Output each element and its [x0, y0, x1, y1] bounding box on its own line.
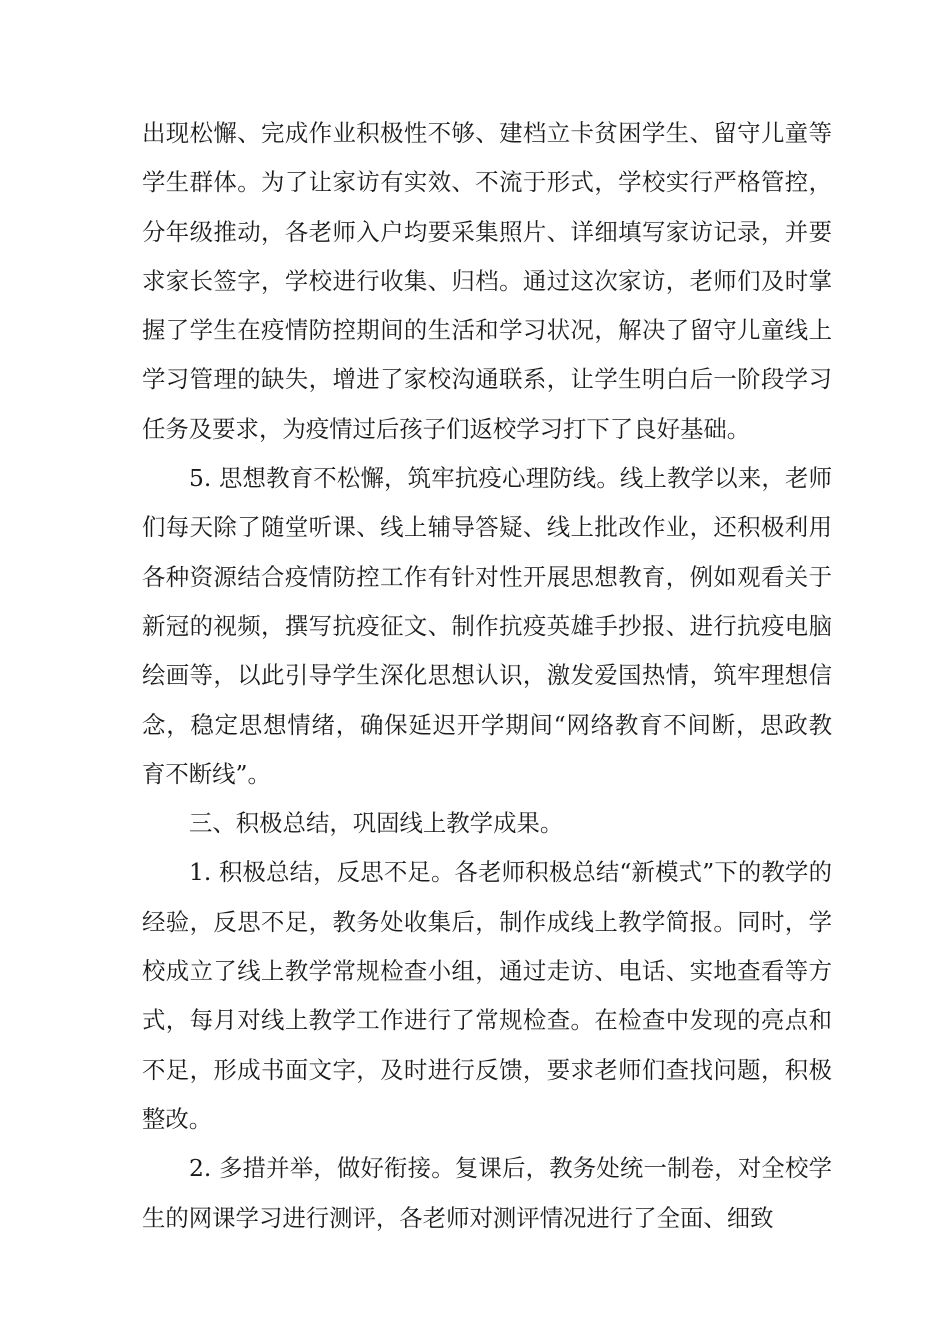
paragraph-multiple-measures: 2. 多措并举，做好衔接。复课后，教务处统一制卷，对全校学生的网课学习进行测评，各老师对测评情况进行了全面、细致 — [142, 1154, 832, 1232]
section-heading-summary: 三、积极总结，巩固线上教学成果。 — [189, 809, 564, 838]
paragraph-summarize-reflect: 1. 积极总结，反思不足。各老师积极总结“新模式”下的教学的经验，反思不足，教务处收集后，制作成线上教学简报。同时，学校成立了线上教学常规检查小组，通过走访、电话、实地查看等方式，每月对线上教学工作进行了常规检查。在检查中发现的亮点和不足，形成书面文字，及时进行反馈，要求老师们查找问题，积极整改。 — [142, 858, 832, 1133]
paragraph-home-visit-continued: 出现松懈、完成作业积极性不够、建档立卡贫困学生、留守儿童等学生群体。为了让家访有实效、不流于形式，学校实行严格管控，分年级推动，各老师入户均要采集照片、详细填写家访记录，并要求家长签字，学校进行收集、归档。通过这次家访，老师们及时掌握了学生在疫情防控期间的生活和学习状况，解决了留守儿童线上学习管理的缺失，增进了家校沟通联系，让学生明白后一阶段学习任务及要求，为疫情过后孩子们返校学习打下了良好基础。 — [142, 119, 832, 443]
document-body — [142, 109, 832, 1243]
paragraph-ideological-education: 5. 思想教育不松懈，筑牢抗疫心理防线。线上教学以来，老师们每天除了随堂听课、线上辅导答疑、线上批改作业，还积极利用各种资源结合疫情防控工作有针对性开展思想教育，例如观看关于新冠的视频，撰写抗疫征文、制作抗疫英雄手抄报、进行抗疫电脑绘画等，以此引导学生深化思想认识，激发爱国热情，筑牢理想信念，稳定思想情绪，确保延迟开学期间“网络教育不间断，思政教育不断线”。 — [142, 464, 832, 788]
